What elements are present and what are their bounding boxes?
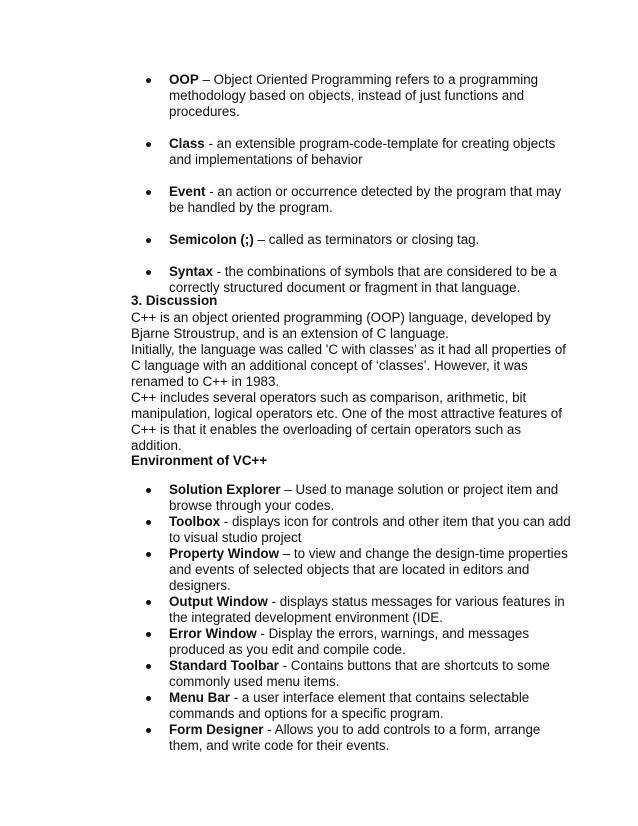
list-item (131, 722, 571, 754)
list-item (131, 482, 571, 514)
term-label: Syntax (169, 264, 213, 279)
list-item (131, 264, 571, 296)
term-label: Standard Toolbar (169, 658, 279, 673)
term-text: - an action or occurrence detected by the program that may be handled by the program. (169, 184, 562, 215)
term-label: Form Designer (169, 722, 264, 737)
list-item (131, 626, 571, 658)
term-label: Class (169, 136, 205, 151)
list-item (131, 658, 571, 690)
term-text: - displays icon for controls and other item that you can add to visual studio project (169, 514, 571, 545)
term-text: – to view and change the design-time properties and events of selected objects that are located in editors and designers. (169, 546, 568, 593)
term-text: – called as terminators or closing tag. (253, 232, 480, 247)
term-text: - displays status messages for various features in the integrated development environment (IDE. (169, 594, 565, 625)
list-item (131, 72, 571, 120)
term-text: - a user interface element that contains selectable commands and options for a specific program. (169, 690, 530, 721)
term-text: - an extensible program-code-template for creating objects and implementations of behavior (169, 136, 556, 167)
environment-list (131, 482, 571, 754)
definitions-list (131, 72, 571, 312)
paragraph-line: C++ is an object oriented programming (OOP) language, developed by Bjarne Stroustrup, and is an extension of C language. (131, 310, 551, 341)
discussion-heading: 3. Discussion (131, 293, 218, 308)
list-item (131, 184, 571, 216)
term-text: - Contains buttons that are shortcuts to some commonly used menu items. (169, 658, 550, 689)
environment-heading: Environment of VC++ (131, 453, 268, 468)
list-item (131, 690, 571, 722)
term-label: Solution Explorer (169, 482, 281, 497)
term-label: OOP (169, 72, 199, 87)
discussion-paragraph-2: C++ includes several operators such as comparison, arithmetic, bit manipulation, logical operators etc. One of the most attractive features of C++ is that it enables the overloading of certain operators such as addition. (131, 390, 562, 453)
term-label: Error Window (169, 626, 257, 641)
term-label: Menu Bar (169, 690, 231, 705)
term-label: Semicolon (;) (169, 232, 254, 247)
list-item (131, 514, 571, 546)
term-label: Toolbox (169, 514, 221, 529)
list-item (131, 594, 571, 626)
list-item (131, 136, 571, 168)
term-text: - Allows you to add controls to a form, arrange them, and write code for their events. (169, 722, 541, 753)
term-text: - Display the errors, warnings, and messages produced as you edit and compile code. (169, 626, 530, 657)
list-item (131, 546, 571, 594)
term-text: – Object Oriented Programming refers to a programming methodology based on objects, instead of just functions and procedures. (169, 72, 539, 119)
paragraph-line: Initially, the language was called 'C with classes’ as it had all properties of C language with an additional concept of ‘classes’. However, it was renamed to C++ in 1983. (131, 342, 566, 389)
list-item (131, 232, 571, 248)
term-text: - the combinations of symbols that are considered to be a correctly structured document or fragment in that language. (169, 264, 557, 295)
term-label: Property Window (169, 546, 279, 561)
discussion-paragraph-1 (131, 310, 571, 390)
term-text: – Used to manage solution or project item and browse through your codes. (169, 482, 559, 513)
term-label: Output Window (169, 594, 268, 609)
term-label: Event (169, 184, 206, 199)
